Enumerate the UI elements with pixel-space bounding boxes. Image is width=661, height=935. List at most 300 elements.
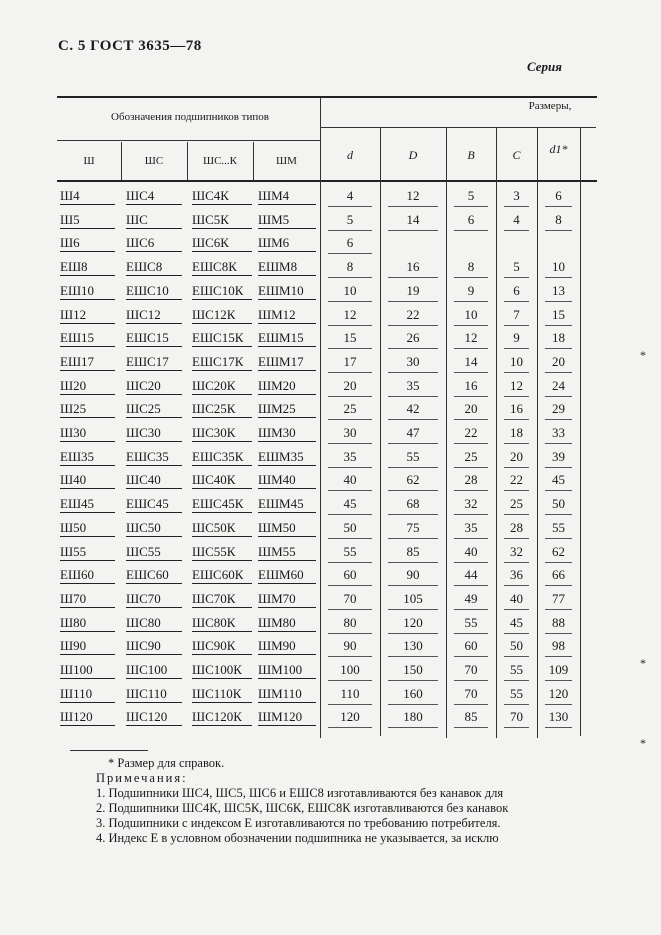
designation-cell: ЕШ45 (60, 496, 115, 513)
value-underline (328, 396, 372, 397)
table-row (0, 567, 661, 590)
value-underline (454, 206, 488, 207)
value-underline (328, 467, 372, 468)
size-value-cell: 55 (464, 614, 478, 630)
size-value-cell: 16 (406, 259, 420, 275)
footnote-rule (70, 750, 148, 751)
designation-cell: ШС100 (126, 662, 182, 679)
size-value-cell: 10 (552, 259, 565, 275)
designation-cell: ШС50 (126, 520, 182, 537)
designation-cell: ШМ6 (258, 235, 316, 252)
designation-cell: ШС12 (126, 307, 182, 324)
size-value-cell: 35 (464, 519, 478, 535)
value-underline (454, 372, 488, 373)
value-underline (454, 727, 488, 728)
size-value-cell: 5 (346, 211, 354, 227)
value-underline (454, 562, 488, 563)
designation-cell: ШМ30 (258, 425, 316, 442)
value-underline (388, 538, 438, 539)
size-value-cell: 55 (406, 448, 420, 464)
size-value-cell: 26 (406, 330, 420, 346)
designation-cell: ЕШС60К (192, 567, 252, 584)
value-underline (545, 514, 572, 515)
size-value-cell: 28 (464, 472, 478, 488)
value-underline (328, 727, 372, 728)
designation-cell: Ш50 (60, 520, 115, 537)
size-value-cell: 70 (464, 662, 478, 677)
table-row (0, 425, 661, 448)
value-underline (388, 727, 438, 728)
value-underline (504, 396, 529, 397)
series-label: Серия (527, 59, 562, 74)
size-value-cell: 12 (343, 306, 357, 322)
value-underline (388, 467, 438, 468)
value-underline (328, 419, 372, 420)
value-underline (504, 609, 529, 610)
table-row (0, 401, 661, 424)
size-value-cell: 12 (464, 330, 478, 346)
designation-cell: Ш5 (60, 212, 115, 229)
value-underline (388, 633, 438, 634)
size-value-cell: 24 (552, 377, 565, 393)
value-underline (454, 396, 488, 397)
value-underline (545, 419, 572, 420)
size-value-cell: 12 (510, 377, 523, 393)
table-row (0, 212, 661, 235)
table-row (0, 259, 661, 282)
size-value-cell: 62 (406, 472, 420, 488)
value-underline (328, 562, 372, 563)
designation-cell: ШМ100 (258, 662, 316, 679)
value-underline (454, 538, 488, 539)
value-underline (545, 585, 572, 586)
table-row (0, 449, 661, 472)
designation-cell: ШМ50 (258, 520, 316, 537)
value-underline (388, 277, 438, 278)
size-value-cell: 40 (510, 590, 523, 606)
size-value-cell: 10 (464, 306, 478, 322)
value-underline (328, 348, 372, 349)
size-value-cell: 20 (510, 448, 523, 464)
size-value-cell: 14 (464, 353, 478, 369)
size-value-cell: 130 (548, 709, 569, 725)
designation-cell: ЕШС45 (126, 496, 182, 513)
value-underline (545, 230, 572, 231)
value-underline (504, 514, 529, 515)
size-value-cell: 42 (406, 401, 420, 417)
size-value-cell: 6 (513, 282, 520, 298)
size-value-cell: 16 (510, 401, 523, 417)
size-value-cell: 18 (552, 330, 565, 346)
size-value-cell: 100 (340, 662, 360, 677)
size-value-cell: 30 (406, 353, 420, 369)
designation-cell: ШС40К (192, 472, 252, 489)
designation-cell: ШМ40 (258, 472, 316, 489)
size-value-cell: 50 (343, 519, 357, 535)
designation-cell: ЕШМ60 (258, 567, 316, 584)
size-value-cell: 19 (406, 282, 420, 298)
value-underline (328, 609, 372, 610)
value-underline (454, 419, 488, 420)
size-value-cell: 25 (510, 496, 523, 512)
designation-cell: ШС55К (192, 544, 252, 561)
value-underline (504, 372, 529, 373)
value-underline (328, 206, 372, 207)
col-header-shs: ШС (144, 155, 164, 167)
sizes-group-header: Размеры, (528, 100, 572, 112)
size-value-cell: 88 (552, 614, 565, 630)
value-underline (388, 301, 438, 302)
value-underline (388, 348, 438, 349)
value-underline (454, 277, 488, 278)
size-value-cell: 50 (510, 638, 523, 654)
size-value-cell: 70 (343, 590, 357, 606)
size-value-cell: 160 (403, 685, 423, 701)
designation-cell: ЕШС17К (192, 354, 252, 371)
size-value-cell: 55 (510, 685, 523, 701)
designation-cell: ШС90 (126, 638, 182, 655)
size-value-cell: 85 (464, 709, 478, 725)
size-value-cell: 49 (464, 590, 478, 606)
value-underline (328, 372, 372, 373)
designation-cell: ЕШ10 (60, 283, 115, 300)
designation-cell: ШС30К (192, 425, 252, 442)
value-underline (388, 490, 438, 491)
size-value-cell: 35 (343, 448, 357, 464)
size-value-cell: 150 (403, 662, 423, 677)
value-underline (504, 443, 529, 444)
size-value-cell: 28 (510, 519, 523, 535)
designation-cell: ШС (126, 212, 182, 229)
designation-cell: ЕШС35К (192, 449, 252, 466)
size-value-cell: 6 (555, 188, 562, 203)
value-underline (388, 585, 438, 586)
size-value-cell: 180 (403, 709, 423, 725)
value-underline (545, 727, 572, 728)
designation-cell: ЕШ8 (60, 259, 115, 276)
size-value-cell: 5 (513, 259, 520, 275)
value-underline (388, 230, 438, 231)
value-underline (545, 633, 572, 634)
size-value-cell: 70 (464, 685, 478, 701)
size-value-cell: 4 (513, 211, 520, 227)
designation-cell: ШС70К (192, 591, 252, 608)
notes-title: Примечания: (96, 771, 188, 785)
value-underline (545, 656, 572, 657)
value-underline (454, 301, 488, 302)
designation-cell: Ш4 (60, 188, 115, 205)
value-underline (454, 656, 488, 657)
size-value-cell: 18 (510, 425, 523, 440)
size-value-cell: 40 (343, 472, 357, 488)
size-value-cell: 22 (406, 306, 420, 322)
designation-cell: ШС50К (192, 520, 252, 537)
size-value-cell: 14 (406, 211, 420, 227)
value-underline (328, 230, 372, 231)
size-value-cell: 32 (464, 496, 478, 512)
designation-cell: ШМ20 (258, 378, 316, 395)
value-underline (504, 562, 529, 563)
size-value-cell: 77 (552, 590, 565, 606)
table-row (0, 686, 661, 709)
designation-cell: ШС25 (126, 401, 182, 418)
size-value-cell: 20 (552, 353, 565, 369)
value-underline (545, 325, 572, 326)
value-underline (504, 206, 529, 207)
value-underline (454, 490, 488, 491)
designation-cell: ШС90К (192, 638, 252, 655)
size-value-cell: 55 (552, 519, 565, 535)
value-underline (328, 514, 372, 515)
value-underline (454, 514, 488, 515)
size-value-cell: 22 (464, 425, 478, 440)
designation-cell: ЕШ15 (60, 330, 115, 347)
size-value-cell: 8 (467, 259, 475, 275)
size-value-cell: 60 (464, 638, 478, 654)
designation-cell: ШМ80 (258, 615, 316, 632)
table-row (0, 638, 661, 661)
value-underline (388, 680, 438, 681)
size-value-cell: 25 (343, 401, 357, 417)
designation-cell: Ш90 (60, 638, 115, 655)
value-underline (545, 301, 572, 302)
size-value-cell: 15 (552, 306, 565, 322)
value-underline (545, 704, 572, 705)
value-underline (454, 704, 488, 705)
designation-cell: ЕШС10К (192, 283, 252, 300)
value-underline (388, 656, 438, 657)
designation-cell: ЕШС8К (192, 259, 252, 276)
value-underline (454, 325, 488, 326)
table-row (0, 615, 661, 638)
size-value-cell: 75 (406, 519, 420, 535)
size-value-cell: 90 (406, 567, 420, 583)
value-underline (388, 443, 438, 444)
value-underline (504, 301, 529, 302)
table-top-rule (57, 96, 597, 98)
size-value-cell: 45 (510, 614, 523, 630)
designation-cell: ШС40 (126, 472, 182, 489)
size-value-cell: 5 (467, 188, 475, 203)
col-header-B: B (467, 148, 475, 162)
size-value-cell: 109 (548, 662, 569, 677)
table-row (0, 354, 661, 377)
types-header-rule (57, 140, 320, 141)
size-value-cell: 90 (343, 638, 357, 654)
size-value-cell: 47 (406, 425, 420, 440)
value-underline (328, 538, 372, 539)
value-underline (388, 562, 438, 563)
designation-cell: Ш55 (60, 544, 115, 561)
value-underline (454, 443, 488, 444)
value-underline (388, 396, 438, 397)
size-value-cell: 85 (406, 543, 420, 559)
value-underline (504, 348, 529, 349)
value-underline (454, 230, 488, 231)
value-underline (454, 609, 488, 610)
value-underline (388, 704, 438, 705)
value-underline (504, 727, 529, 728)
value-underline (328, 633, 372, 634)
value-underline (328, 301, 372, 302)
table-row (0, 188, 661, 211)
value-underline (545, 609, 572, 610)
designation-cell: ШС4 (126, 188, 182, 205)
table-row (0, 520, 661, 543)
designation-cell: ШС5К (192, 212, 252, 229)
size-value-cell: 4 (346, 188, 354, 203)
value-underline (545, 538, 572, 539)
value-underline (328, 656, 372, 657)
value-underline (504, 656, 529, 657)
table-row (0, 330, 661, 353)
designation-cell: Ш6 (60, 235, 115, 252)
size-value-cell: 17 (343, 353, 357, 369)
size-value-cell: 68 (406, 496, 420, 512)
size-value-cell: 55 (510, 662, 523, 677)
value-underline (504, 325, 529, 326)
value-underline (454, 467, 488, 468)
size-value-cell: 3 (513, 188, 520, 203)
value-underline (328, 325, 372, 326)
designation-cell: ШМ55 (258, 544, 316, 561)
margin-mark: * (640, 736, 646, 750)
value-underline (545, 467, 572, 468)
designation-cell: ШС110 (126, 686, 182, 703)
value-underline (454, 633, 488, 634)
value-underline (504, 230, 529, 231)
designation-cell: ЕШС10 (126, 283, 182, 300)
col-header-C: C (512, 148, 521, 162)
designation-cell: Ш110 (60, 686, 115, 703)
value-underline (545, 562, 572, 563)
size-value-cell: 33 (552, 425, 565, 440)
table-row (0, 544, 661, 567)
note-1: 1. Подшипники ШС4, ШС5, ШС6 и ЕШС8 изготавливаются без канавок для (96, 786, 504, 800)
header-bottom-rule (57, 180, 597, 182)
table-row (0, 283, 661, 306)
designation-cell: ШМ70 (258, 591, 316, 608)
size-value-cell: 7 (513, 306, 520, 322)
value-underline (545, 680, 572, 681)
value-underline (545, 372, 572, 373)
note-2: 2. Подшипники ШС4К, ШС5К, ШС6К, ЕШС8К изготавливаются без канавок (96, 801, 509, 815)
size-value-cell: 70 (510, 709, 523, 725)
value-underline (504, 538, 529, 539)
col-header-D: D (408, 148, 418, 162)
value-underline (328, 490, 372, 491)
designation-cell: ЕШМ8 (258, 259, 316, 276)
size-value-cell: 12 (406, 188, 420, 203)
designation-cell: ШМ5 (258, 212, 316, 229)
designation-cell: Ш120 (60, 709, 115, 726)
sizes-header-rule (320, 127, 596, 128)
designation-cell: ЕШ35 (60, 449, 115, 466)
value-underline (545, 443, 572, 444)
size-value-cell: 29 (552, 401, 565, 417)
designation-cell: ШМ4 (258, 188, 316, 205)
value-underline (545, 277, 572, 278)
designation-cell: ЕШС8 (126, 259, 182, 276)
value-underline (328, 585, 372, 586)
size-value-cell: 98 (552, 638, 565, 654)
table-row (0, 472, 661, 495)
col-header-d: d (347, 148, 353, 162)
size-value-cell: 105 (403, 590, 423, 606)
col-header-shm: ШМ (276, 155, 297, 167)
designation-cell: Ш80 (60, 615, 115, 632)
designation-cell: ШМ25 (258, 401, 316, 418)
table-row (0, 496, 661, 519)
size-value-cell: 66 (552, 567, 565, 583)
value-underline (388, 206, 438, 207)
size-value-cell: 22 (510, 472, 523, 488)
designation-cell: ЕШС60 (126, 567, 182, 584)
value-underline (504, 467, 529, 468)
value-underline (328, 680, 372, 681)
designation-cell: ШС4К (192, 188, 252, 205)
value-underline (388, 372, 438, 373)
size-value-cell: 120 (340, 709, 360, 725)
designation-cell: Ш30 (60, 425, 115, 442)
designation-cell: ШС70 (126, 591, 182, 608)
col-header-sh: Ш (83, 155, 95, 167)
table-row (0, 235, 661, 258)
value-underline (504, 419, 529, 420)
designation-cell: ШС25К (192, 401, 252, 418)
size-value-cell: 6 (346, 235, 354, 251)
size-value-cell: 80 (343, 614, 357, 630)
designation-cell: Ш20 (60, 378, 115, 395)
margin-mark: * (640, 656, 646, 670)
size-value-cell: 8 (555, 211, 562, 227)
designation-cell: ЕШС15К (192, 330, 252, 347)
designation-cell: ШС20 (126, 378, 182, 395)
designation-cell: ЕШС17 (126, 354, 182, 371)
size-value-cell: 15 (343, 330, 357, 346)
size-value-cell: 40 (464, 543, 478, 559)
size-value-cell: 10 (343, 282, 357, 298)
designation-cell: Ш25 (60, 401, 115, 418)
designation-cell: ЕШМ10 (258, 283, 316, 300)
size-value-cell: 30 (343, 425, 357, 440)
size-value-cell: 13 (552, 282, 565, 298)
value-underline (388, 609, 438, 610)
value-underline (504, 704, 529, 705)
size-value-cell: 16 (464, 377, 478, 393)
designation-cell: ШМ120 (258, 709, 316, 726)
designation-cell: ШС30 (126, 425, 182, 442)
table-row (0, 591, 661, 614)
size-value-cell: 36 (510, 567, 523, 583)
value-underline (504, 585, 529, 586)
value-underline (388, 325, 438, 326)
size-value-cell: 9 (513, 330, 520, 346)
value-underline (328, 253, 372, 254)
value-underline (504, 633, 529, 634)
col-header-shsk: ШС...К (202, 155, 238, 167)
designation-cell: Ш40 (60, 472, 115, 489)
designation-cell: ЕШС15 (126, 330, 182, 347)
size-value-cell: 32 (510, 543, 523, 559)
value-underline (504, 490, 529, 491)
value-underline (545, 206, 572, 207)
designation-cell: ШС80К (192, 615, 252, 632)
designation-cell: ШС6 (126, 235, 182, 252)
designation-cell: ШМ110 (258, 686, 316, 703)
designation-cell: ШС55 (126, 544, 182, 561)
designation-cell: ШС110К (192, 686, 252, 703)
